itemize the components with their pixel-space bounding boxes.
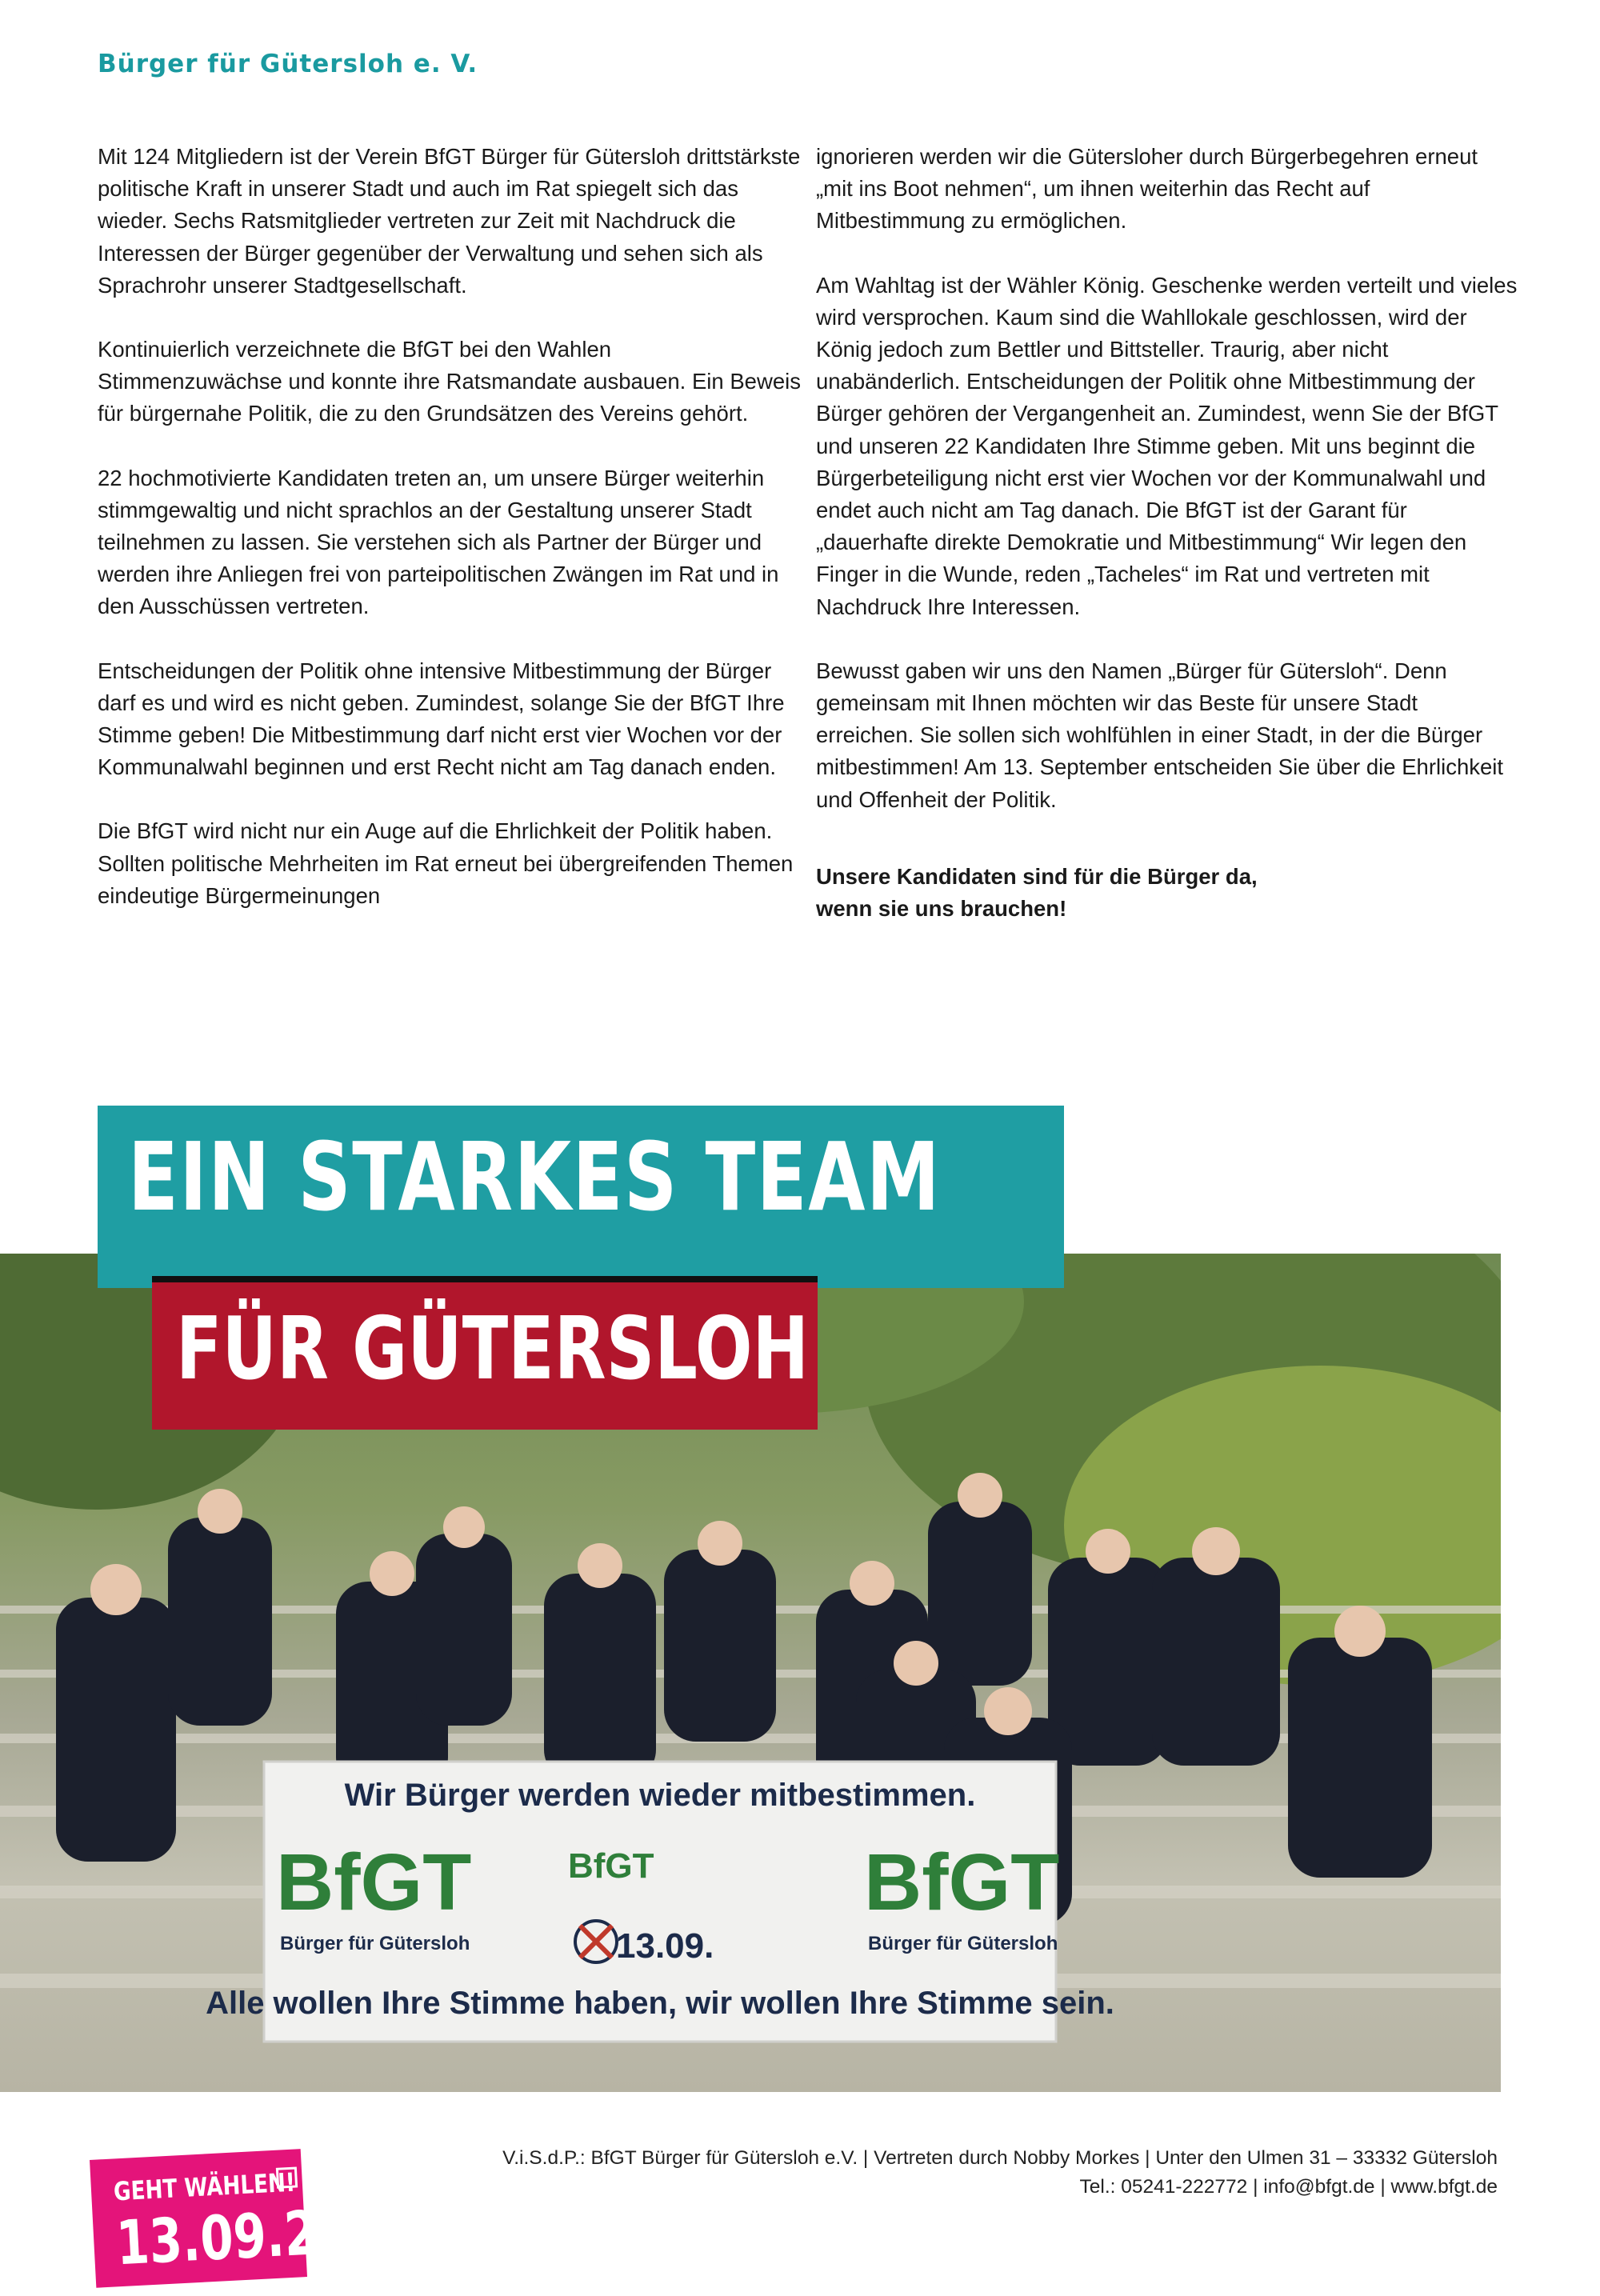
paragraph: Die BfGT wird nicht nur ein Auge auf die Ehrlichkeit der Politik haben. Sollten politische Mehrheiten im Rat erneut bei übergreifenden Themen eindeutige Bürgermeinungen bbox=[98, 818, 794, 908]
paragraph: Bewusst gaben wir uns den Namen „Bürger für Gütersloh“. Denn gemeinsam mit Ihnen möchten wir das Beste für unsere Stadt erreichen. Sie sollen sich wohlfühlen in einer Stadt, in der die Bürger mitbestimmen! Am 13. September entscheiden Sie über die Ehrlichkeit und Offenheit der Politik. bbox=[816, 658, 1504, 812]
imprint-footer bbox=[502, 2144, 1498, 2202]
header-org-name: Bürger für Gütersloh e. V. bbox=[98, 50, 478, 78]
banner-logo-left: BfGT bbox=[276, 1838, 472, 1927]
election-badge bbox=[90, 2149, 352, 2288]
banner-center-logo: BfGT bbox=[568, 1846, 654, 1886]
checkbox-icon bbox=[276, 2166, 298, 2188]
paragraph: Kontinuierlich verzeichnete die BfGT bei den Wahlen Stimmenzuwächse und konnte ihre Ratsmandate ausbauen. Ein Beweis für bürgernahe Politik, die zu den Grundsätzen des Vereins gehört. bbox=[98, 337, 801, 426]
paragraph: Am Wahltag ist der Wähler König. Geschenke werden verteilt und vieles wird versprochen. Kaum sind die Wahllokale geschlossen, wird der König jedoch zum Bettler und Bittsteller. Traurig, aber nicht unabänderlich. Entscheidungen der Politik ohne Mitbestimmung der Bürger gehören der Vergangenheit an. Zumindest, wenn Sie der BfGT und unseren 22 Kandidaten Ihre Stimme geben. Mit uns beginnt die Bürgerbeteiligung nicht erst vier Wochen vor der Kommunalwahl und endet auch nicht am Tag danach. Die BfGT ist der Garant für „dauerhafte direkte Demokratie und Mitbestimmung“ Wir legen den Finger in die Wunde, reden „Tacheles“ im Rat und vertreten mit Nachdruck Ihre Interessen. bbox=[816, 272, 1518, 619]
banner-top-text: Wir Bürger werden wieder mitbestimmen. bbox=[344, 1778, 976, 1813]
closing-statement-line2: wenn sie uns brauchen! bbox=[816, 896, 1067, 922]
paragraph: Mit 124 Mitgliedern ist der Verein BfGT Bürger für Gütersloh drittstärkste politische Kraft in unserer Stadt und auch im Rat spiegelt sich das wieder. Sechs Ratsmitglieder vertreten zur Zeit mit Nachdruck die Interessen der Bürger gegenüber der Verwaltung und sehen sich als Sprachrohr unserer Stadtgesellschaft. bbox=[98, 144, 801, 298]
banner-bottom-text: Alle wollen Ihre Stimme haben, wir wollen Ihre Stimme sein. bbox=[206, 1986, 1114, 2021]
badge-date: 13.09.20 bbox=[114, 2195, 352, 2279]
banner-logo-left-sub: Bürger für Gütersloh bbox=[280, 1933, 470, 1954]
body-column-left bbox=[98, 141, 802, 944]
closing-statement-line1: Unsere Kandidaten sind für die Bürger da, bbox=[816, 863, 1258, 889]
imprint-line: V.i.S.d.P.: BfGT Bürger für Gütersloh e.V. | Vertreten durch Nobby Morkes | Unter den Ulmen 31 – 33332 Gütersloh bbox=[502, 2147, 1498, 2169]
badge-call-to-action: GEHT WÄHLEN! bbox=[113, 2166, 296, 2207]
banner-logo-right-sub: Bürger für Gütersloh bbox=[868, 1933, 1058, 1954]
headline-main: EIN STARKES TEAM bbox=[128, 1122, 942, 1232]
contact-line: Tel.: 05241-222772 | info@bfgt.de | www.bfgt.de bbox=[1079, 2176, 1498, 2198]
banner-center-date: 13.09. bbox=[616, 1926, 714, 1966]
banner-logo-right: BfGT bbox=[864, 1838, 1060, 1927]
body-column-right bbox=[816, 141, 1520, 925]
headline-sub: FÜR GÜTERSLOH bbox=[176, 1299, 810, 1399]
paragraph: Entscheidungen der Politik ohne intensive Mitbestimmung der Bürger darf es und wird es nicht geben. Zumindest, solange Sie der BfGT Ihre Stimme geben! Die Mitbestimmung darf nicht erst vier Wochen vor der Kommunalwahl beginnen und erst Recht nicht am Tag danach enden. bbox=[98, 658, 785, 780]
paragraph: 22 hochmotivierte Kandidaten treten an, um unsere Bürger weiterhin stimmgewaltig und nicht sprachlos an der Gestaltung unserer Stadt teilnehmen zu lassen. Sie verstehen sich als Partner der Bürger und werden ihre Anliegen frei von parteipolitischen Zwängen im Rat und in den Ausschüssen vertreten. bbox=[98, 465, 779, 619]
paragraph: ignorieren werden wir die Gütersloher durch Bürgerbegehren erneut „mit ins Boot nehmen“, um ihnen weiterhin das Recht auf Mitbestimmung zu ermöglichen. bbox=[816, 144, 1478, 234]
